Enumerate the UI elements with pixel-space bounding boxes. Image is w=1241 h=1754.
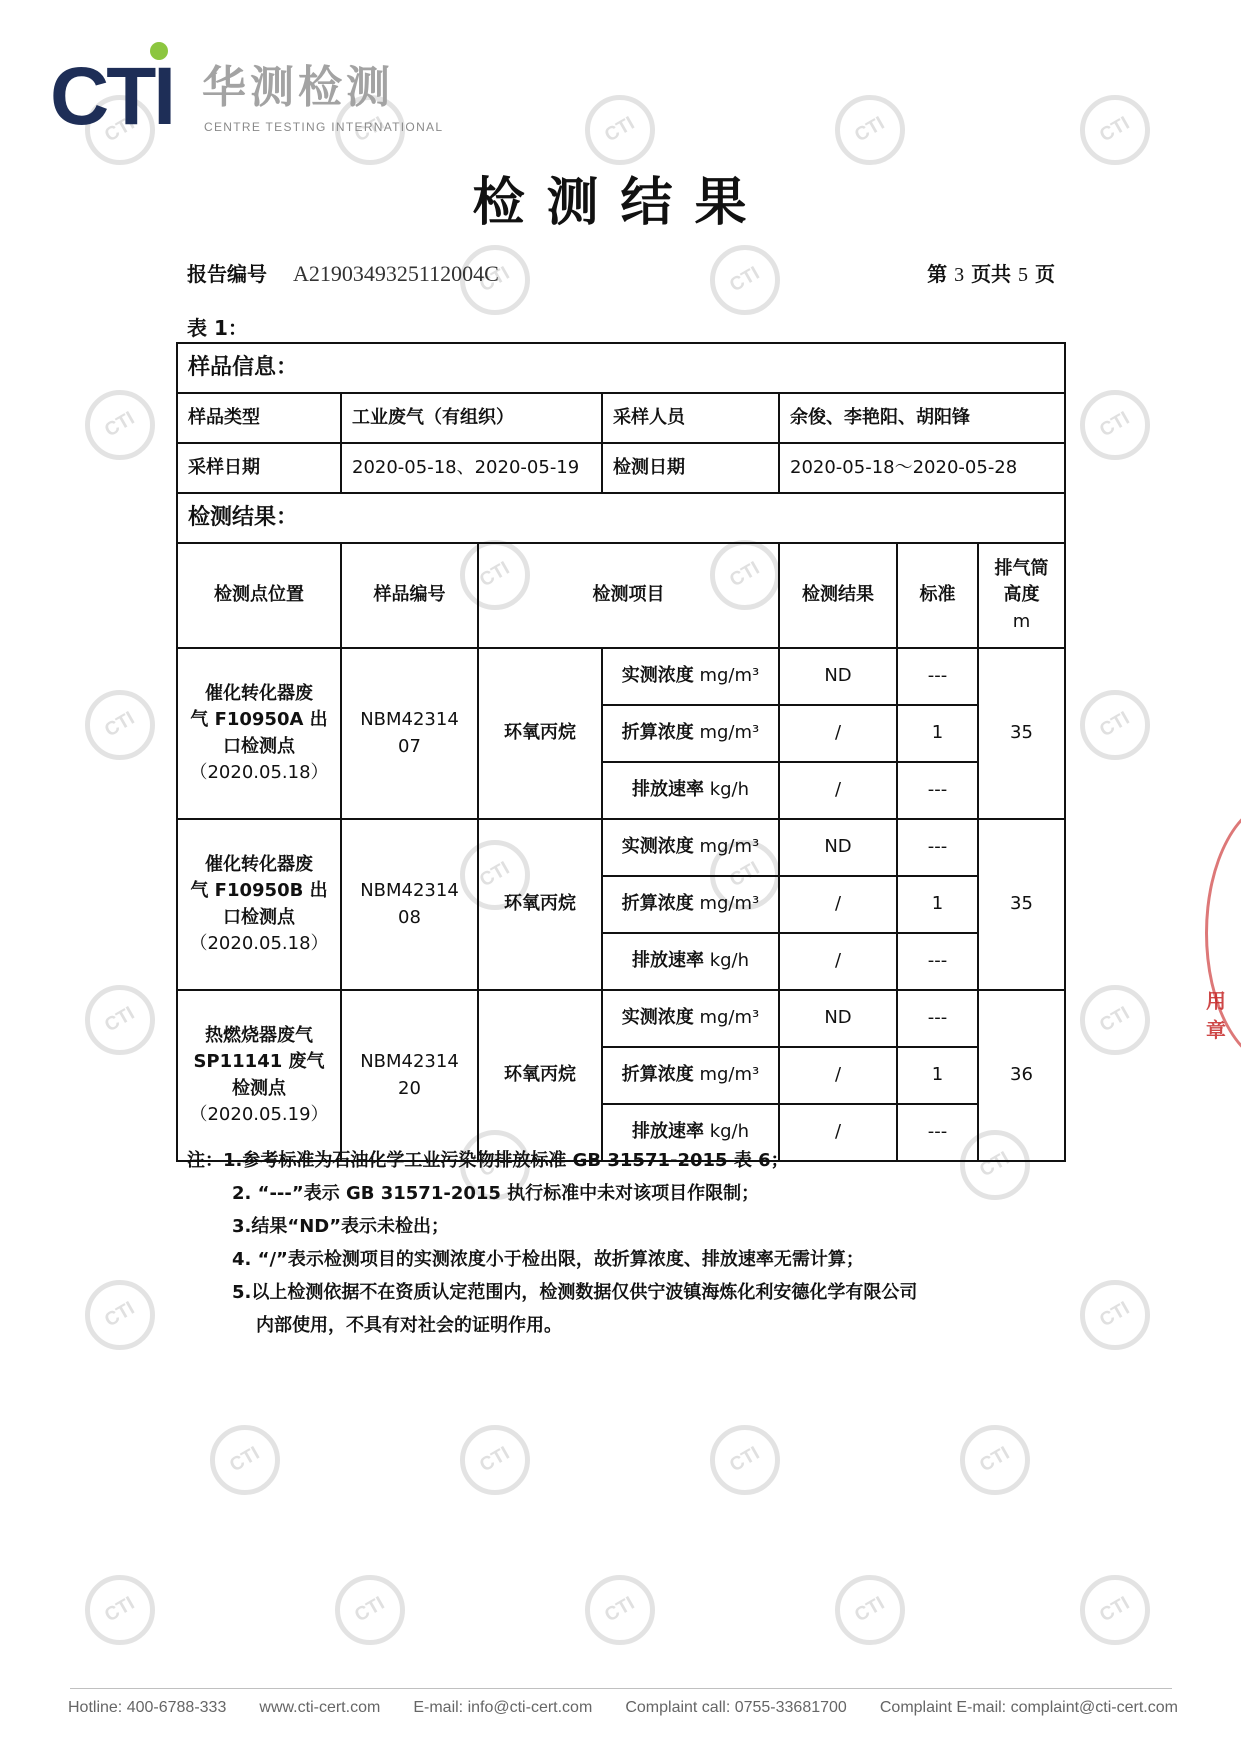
result-cell: / — [779, 762, 897, 819]
sample-no-line: 08 — [398, 906, 421, 928]
col-header-height-line2: 高度 — [1003, 584, 1040, 606]
col-header-standard: 标准 — [897, 543, 978, 648]
seal-text: 用章 — [1206, 989, 1226, 1042]
param-name: 实测浓度 — [621, 836, 694, 858]
col-header-height-unit: m — [1012, 610, 1031, 632]
param-cell — [602, 933, 779, 990]
table-row — [177, 343, 1065, 393]
result-cell: / — [779, 933, 897, 990]
page-mid: 页共 — [971, 262, 1012, 286]
cti-watermark — [460, 1425, 530, 1495]
location-cell — [177, 990, 341, 1161]
cti-watermark — [85, 390, 155, 460]
test-item-cell: 环氧丙烷 — [478, 990, 602, 1161]
result-cell: / — [779, 1047, 897, 1104]
note-2: 2. “---”表示 GB 31571-2015 执行标准中未对该项目作限制； — [232, 1183, 760, 1204]
sample-no-line: NBM42314 — [360, 709, 459, 731]
height-cell: 36 — [978, 990, 1065, 1161]
cti-watermark — [85, 1280, 155, 1350]
location-cell — [177, 648, 341, 819]
note-4: 4. “/”表示检测项目的实测浓度小于检出限，故折算浓度、排放速率无需计算； — [232, 1249, 864, 1270]
param-cell — [602, 762, 779, 819]
note-3: 3.结果“ND”表示未检出； — [232, 1216, 450, 1237]
cti-watermark — [335, 1575, 405, 1645]
standard-cell: 1 — [897, 876, 978, 933]
param-cell — [602, 1047, 779, 1104]
notes-section — [187, 1144, 917, 1342]
height-cell: 35 — [978, 819, 1065, 990]
result-cell: ND — [779, 648, 897, 705]
result-cell: / — [779, 705, 897, 762]
sampler-label: 采样人员 — [602, 393, 779, 443]
param-cell — [602, 705, 779, 762]
param-cell — [602, 990, 779, 1047]
cti-watermark — [1080, 690, 1150, 760]
sample-no-line: 20 — [398, 1077, 421, 1099]
note-5-continued: 内部使用，不具有对社会的证明作用。 — [256, 1315, 562, 1336]
location-date: （2020.05.19） — [189, 1103, 329, 1125]
standard-cell: --- — [897, 648, 978, 705]
standard-cell: --- — [897, 762, 978, 819]
result-cell: ND — [779, 819, 897, 876]
cti-watermark — [1080, 95, 1150, 165]
cti-watermark — [960, 1425, 1030, 1495]
sample-no-line: NBM42314 — [360, 880, 459, 902]
param-unit: mg/m³ — [699, 1007, 760, 1029]
cti-watermark — [210, 1425, 280, 1495]
cti-watermark — [585, 95, 655, 165]
param-name: 折算浓度 — [621, 722, 694, 744]
standard-cell: --- — [897, 933, 978, 990]
table-row — [177, 493, 1065, 543]
sampler-value: 余俊、李艳阳、胡阳锋 — [779, 393, 1065, 443]
test-item-cell: 环氧丙烷 — [478, 819, 602, 990]
location-line: 口检测点 — [223, 735, 295, 757]
location-date: （2020.05.18） — [189, 932, 329, 954]
param-name: 折算浓度 — [621, 893, 694, 915]
footer-complaint-email: Complaint E-mail: complaint@cti-cert.com — [879, 1699, 1178, 1716]
page-total: 5 — [1018, 264, 1029, 286]
footer-complaint-call: Complaint call: 0755-33681700 — [625, 1699, 847, 1716]
result-cell: / — [779, 1104, 897, 1161]
cti-watermark — [710, 1425, 780, 1495]
standard-cell: --- — [897, 819, 978, 876]
test-item-cell: 环氧丙烷 — [478, 648, 602, 819]
location-line: 口检测点 — [223, 906, 295, 928]
page-footer — [68, 1699, 1178, 1717]
page-prefix: 第 — [927, 262, 948, 286]
cti-watermark — [1080, 1280, 1150, 1350]
footer-divider — [70, 1688, 1172, 1689]
table-row — [177, 393, 1065, 443]
cti-watermark — [85, 690, 155, 760]
cti-watermark — [1080, 985, 1150, 1055]
table-row — [177, 819, 1065, 876]
location-line: 催化转化器废 — [205, 683, 313, 705]
standard-cell: 1 — [897, 705, 978, 762]
table-header-row — [177, 543, 1065, 648]
cti-watermark — [835, 1575, 905, 1645]
test-date-value: 2020-05-18～2020-05-28 — [779, 443, 1065, 493]
sample-type-value: 工业废气（有组织） — [341, 393, 602, 443]
col-header-sample-no: 样品编号 — [341, 543, 478, 648]
location-line: 气 F10950B 出 — [190, 880, 328, 902]
param-cell — [602, 876, 779, 933]
param-unit: mg/m³ — [699, 665, 760, 687]
sample-no-cell — [341, 819, 478, 990]
height-cell: 35 — [978, 648, 1065, 819]
test-date-label: 检测日期 — [602, 443, 779, 493]
cti-watermark — [85, 1575, 155, 1645]
standard-cell: --- — [897, 1104, 978, 1161]
note-5: 5.以上检测依据不在资质认定范围内，检测数据仅供宁波镇海炼化利安德化学有限公司 — [232, 1282, 918, 1303]
cti-watermark — [710, 245, 780, 315]
logo-english-name: CENTRE TESTING INTERNATIONAL — [204, 120, 444, 134]
param-name: 排放速率 — [631, 950, 704, 972]
location-line: 检测点 — [232, 1077, 286, 1099]
page-title: 检测结果 — [472, 172, 769, 233]
param-name: 实测浓度 — [621, 665, 694, 687]
param-unit: kg/h — [709, 1121, 750, 1143]
logo-wordmark: CTI — [50, 51, 174, 142]
logo-chinese-name: 华测检测 — [202, 62, 394, 113]
location-line: 气 F10950A 出 — [190, 709, 328, 731]
sample-info-title: 样品信息： — [177, 343, 1065, 393]
sample-no-cell — [341, 648, 478, 819]
notes-prefix: 注： — [187, 1150, 223, 1171]
cti-watermark — [1080, 390, 1150, 460]
standard-cell: 1 — [897, 1047, 978, 1104]
result-cell: / — [779, 876, 897, 933]
param-unit: mg/m³ — [699, 1064, 760, 1086]
report-number — [187, 258, 499, 287]
col-header-location: 检测点位置 — [177, 543, 341, 648]
results-title: 检测结果： — [177, 493, 1065, 543]
report-number-value: A2190349325112004C — [293, 261, 499, 286]
col-header-height — [978, 543, 1065, 648]
cti-watermark — [835, 95, 905, 165]
location-date: （2020.05.18） — [189, 761, 329, 783]
result-cell: ND — [779, 990, 897, 1047]
param-unit: mg/m³ — [699, 722, 760, 744]
sample-type-label: 样品类型 — [177, 393, 341, 443]
cti-watermark — [85, 985, 155, 1055]
report-number-label: 报告编号 — [187, 262, 267, 286]
col-header-result: 检测结果 — [779, 543, 897, 648]
table-row — [177, 443, 1065, 493]
table-row — [177, 648, 1065, 705]
cti-watermark — [1080, 1575, 1150, 1645]
note-1: 1.参考标准为石油化学工业污染物排放标准 GB 31571-2015 表 6； — [223, 1150, 789, 1171]
col-header-item: 检测项目 — [478, 543, 779, 648]
page-current: 3 — [954, 264, 965, 286]
standard-cell: --- — [897, 990, 978, 1047]
param-name: 实测浓度 — [621, 1007, 694, 1029]
param-name: 排放速率 — [631, 1121, 704, 1143]
table-row — [177, 990, 1065, 1047]
location-line: SP11141 废气 — [193, 1051, 325, 1073]
note-line — [187, 1144, 917, 1177]
param-unit: kg/h — [709, 950, 750, 972]
sample-no-line: NBM42314 — [360, 1051, 459, 1073]
cti-watermark — [585, 1575, 655, 1645]
location-cell — [177, 819, 341, 990]
results-table — [176, 342, 1066, 1162]
param-unit: mg/m³ — [699, 893, 760, 915]
footer-hotline: Hotline: 400-6788-333 — [68, 1699, 227, 1716]
table-caption: 表 1： — [187, 316, 248, 340]
page-indicator — [927, 258, 1055, 287]
sample-date-label: 采样日期 — [177, 443, 341, 493]
param-unit: mg/m³ — [699, 836, 760, 858]
param-name: 排放速率 — [631, 779, 704, 801]
location-line: 催化转化器废 — [205, 854, 313, 876]
location-line: 热燃烧器废气 — [205, 1025, 313, 1047]
footer-email: E-mail: info@cti-cert.com — [413, 1699, 593, 1716]
sample-date-value: 2020-05-18、2020-05-19 — [341, 443, 602, 493]
param-name: 折算浓度 — [621, 1064, 694, 1086]
sample-no-cell — [341, 990, 478, 1161]
col-header-height-line1: 排气筒 — [994, 558, 1049, 580]
param-unit: kg/h — [709, 779, 750, 801]
param-cell — [602, 819, 779, 876]
sample-no-line: 07 — [398, 735, 421, 757]
footer-website: www.cti-cert.com — [259, 1699, 381, 1716]
param-cell — [602, 648, 779, 705]
page-suffix: 页 — [1035, 262, 1055, 286]
